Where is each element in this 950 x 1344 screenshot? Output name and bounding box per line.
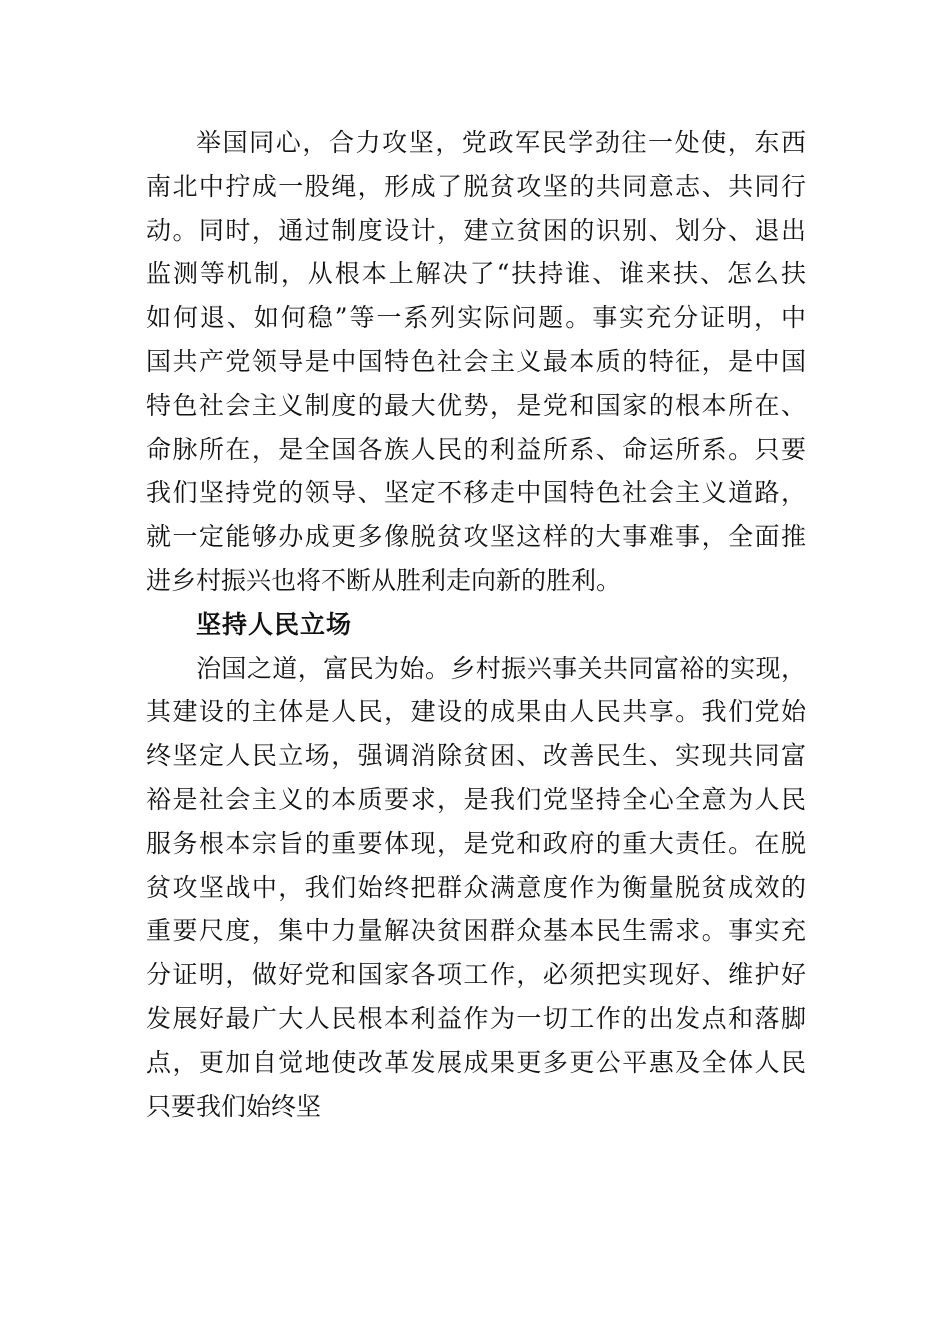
paragraph-line: 裕是社会主义的本质要求，是我们党坚持全心全意为人民: [146, 784, 806, 814]
paragraph-line: 只要我们始终坚: [146, 1091, 322, 1121]
paragraph-line: 国共产党领导是中国特色社会主义最本质的特征，是中国: [146, 346, 806, 376]
paragraph-line: 如何退、如何稳”等一系列实际问题。事实充分证明，中: [146, 303, 806, 333]
paragraph-line: 发展好最广大人民根本利益作为一切工作的出发点和落脚: [146, 1003, 806, 1033]
paragraph-line: 就一定能够办成更多像脱贫攻坚这样的大事难事，全面推: [146, 522, 806, 552]
paragraph-line: 点，更加自觉地使改革发展成果更多更公平惠及全体人民: [146, 1047, 806, 1077]
paragraph-line: 其建设的主体是人民，建设的成果由人民共享。我们党始: [146, 697, 806, 727]
paragraph-line: 命脉所在，是全国各族人民的利益所系、命运所系。只要: [146, 434, 806, 464]
paragraph-line: 终坚定人民立场，强调消除贫困、改善民生、实现共同富: [146, 741, 806, 771]
paragraph-2: [146, 647, 806, 1129]
document-body: [146, 121, 806, 1128]
paragraph-line: 特色社会主义制度的最大优势，是党和国家的根本所在、: [146, 390, 806, 420]
section-heading: 坚持人民立场: [196, 609, 353, 639]
paragraph-line: 重要尺度，集中力量解决贫困群众基本民生需求。事实充: [146, 916, 806, 946]
paragraph-line: 进乡村振兴也将不断从胜利走向新的胜利。: [146, 565, 622, 595]
paragraph-line: 我们坚持党的领导、坚定不移走中国特色社会主义道路，: [146, 478, 806, 508]
paragraph-line: 贫攻坚战中，我们始终把群众满意度作为衡量脱贫成效的: [146, 872, 806, 902]
paragraph-line: 举国同心，合力攻坚，党政军民学劲往一处使，东西: [196, 128, 806, 157]
paragraph-line: 动。同时，通过制度设计，建立贫困的识别、划分、退出: [146, 215, 806, 245]
paragraph-line: 服务根本宗旨的重要体现，是党和政府的重大责任。在脱: [146, 828, 806, 858]
paragraph-line: 南北中拧成一股绳，形成了脱贫攻坚的共同意志、共同行: [146, 171, 806, 201]
paragraph-line: 分证明，做好党和国家各项工作，必须把实现好、维护好: [146, 960, 806, 990]
paragraph-line: 监测等机制，从根本上解决了“扶持谁、谁来扶、怎么扶: [146, 259, 806, 289]
paragraph-1: [146, 121, 806, 603]
paragraph-line: 治国之道，富民为始。乡村振兴事关共同富裕的实现，: [196, 653, 806, 683]
